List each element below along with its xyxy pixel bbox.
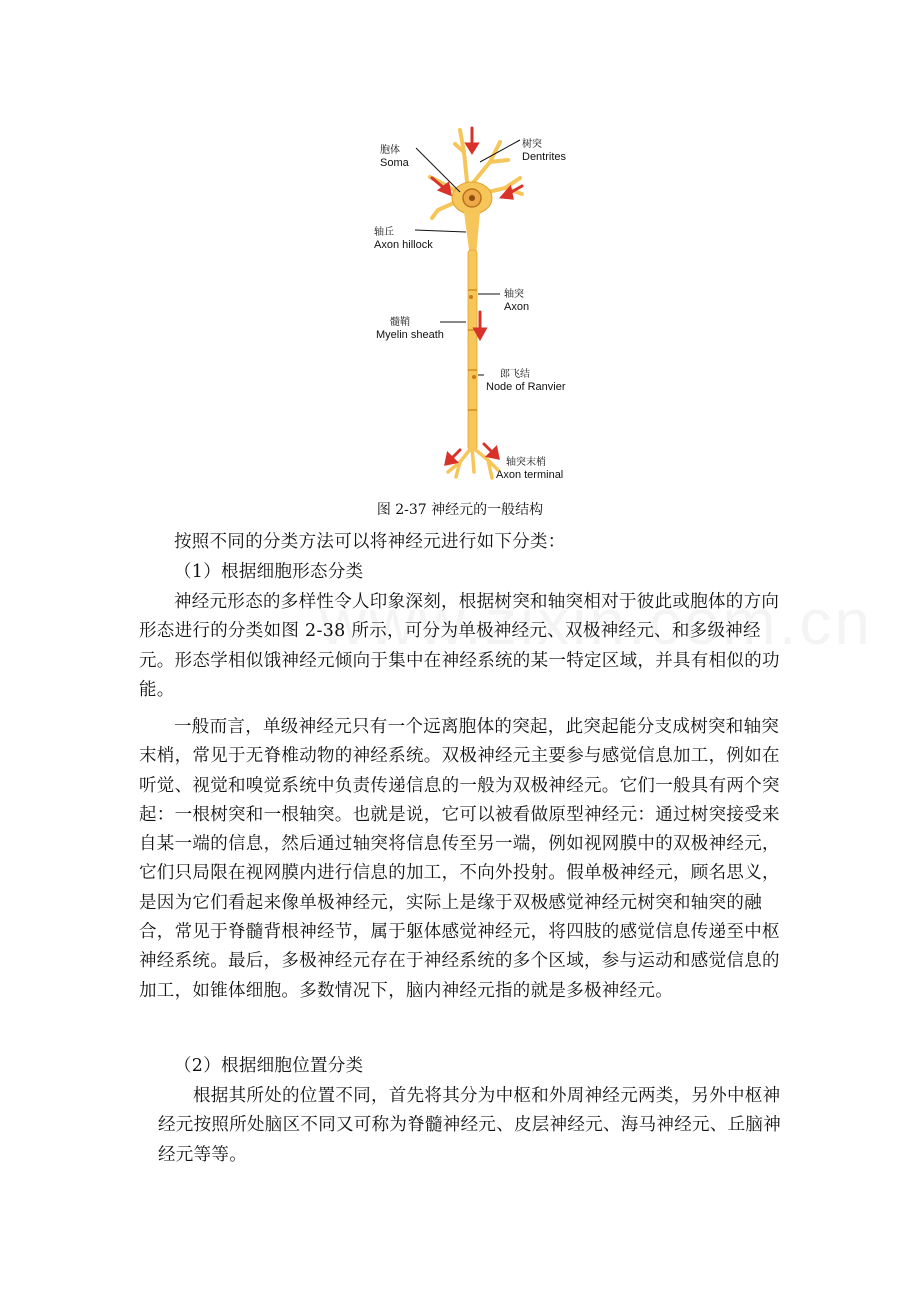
label-axon-terminal	[496, 456, 563, 482]
label-soma-en: Soma	[380, 157, 409, 169]
section-heading-morphology: （1）根据细胞形态分类	[174, 562, 364, 582]
label-soma	[380, 144, 409, 170]
section-heading-location: （2）根据细胞位置分类	[174, 1056, 364, 1076]
label-dendrites	[522, 138, 566, 164]
label-axon	[504, 288, 529, 314]
label-ranvier-en: Node of Ranvier	[486, 381, 566, 393]
neuron-diagram	[360, 122, 590, 492]
label-dendrites-en: Dentrites	[522, 151, 567, 163]
label-axon-hillock	[374, 226, 433, 252]
label-node-of-ranvier	[486, 368, 566, 394]
label-hillock-en: Axon hillock	[374, 239, 433, 251]
label-terminal-en: Axon terminal	[496, 469, 564, 481]
paragraph-neuron-types: 一般而言，单级神经元只有一个远离胞体的突起，此突起能分支成树突和轴突末梢，常见于无脊椎动物的神经系统。双极神经元主要参与感觉信息加工，例如在听觉、视觉和嗅觉系统中负责传递信息的一般为双极神经元。它们一般具有两个突起：一根树突和一根轴突。也就是说，它可以被看做原型神经元：通过树突接受来自某一端的信息，然后通过轴突将信息传至另一端，例如视网膜中的双极神经元，它们只局限在视网膜内进行信息的加工，不向外投射。假单极神经元，顾名思义，是因为它们看起来像单极神经元，实际上是缘于双极感觉神经元树突和轴突的融合，常见于脊髓背根神经节，属于躯体感觉神经元，将四肢的感觉信息传递至中枢神经系统。最后，多极神经元存在于神经系统的多个区域，参与运动和感觉信息的加工，如锥体细胞。多数情况下，脑内神经元指的就是多极神经元。	[139, 717, 780, 1001]
label-dendrites-cn: 树突	[522, 139, 542, 150]
label-axon-en: Axon	[504, 301, 530, 313]
label-soma-cn: 胞体	[380, 145, 400, 156]
label-myelin-en: Myelin sheath	[376, 329, 444, 341]
paragraph-morphology: 神经元形态的多样性令人印象深刻，根据树突和轴突相对于彼此或胞体的方向形态进行的分类如图 2-38 所示，可分为单极神经元、双极神经元、和多级神经元。形态学相似饿神经元倾向于集中在神经系统的某一特定区域，并具有相似的功能。	[139, 592, 780, 700]
label-axon-cn: 轴突	[504, 289, 524, 300]
label-hillock-cn: 轴丘	[374, 227, 394, 238]
intro-paragraph: 按照不同的分类方法可以将神经元进行如下分类：	[174, 532, 566, 552]
label-terminal-cn: 轴突末梢	[506, 457, 546, 468]
label-ranvier-cn: 郎飞结	[500, 369, 530, 380]
label-myelin-cn: 髓鞘	[390, 317, 410, 328]
figure-caption: 图 2-37 神经元的一般结构	[376, 502, 544, 518]
paragraph-location: 根据其所处的位置不同，首先将其分为中枢和外周神经元两类，另外中枢神经元按照所处脑区不同又可称为脊髓神经元、皮层神经元、海马神经元、丘脑神经元等等。	[158, 1086, 781, 1165]
label-myelin-sheath	[376, 316, 444, 342]
neuron-figure	[360, 122, 590, 492]
